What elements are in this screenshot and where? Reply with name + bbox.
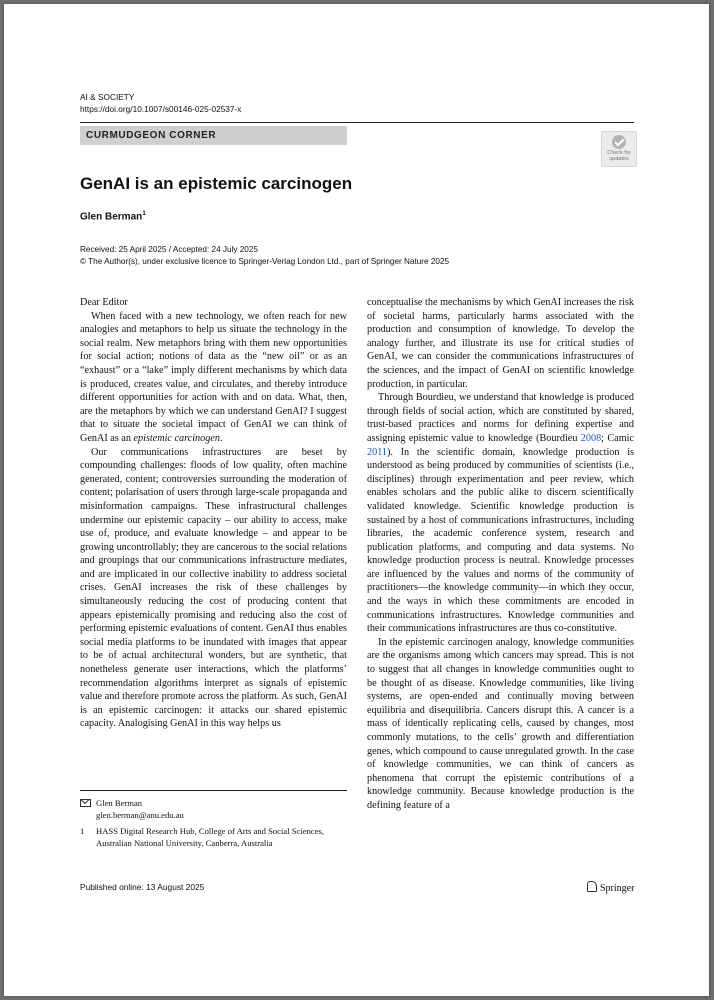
article-dates xyxy=(80,244,449,268)
body-column-right xyxy=(367,296,634,813)
corresponding-name: Glen Berman xyxy=(96,798,143,808)
journal-header xyxy=(80,91,241,115)
affiliation-text: HASS Digital Research Hub, College of Arts and Social Sciences, Australian National University, Canberra, Australia xyxy=(96,826,324,848)
affiliation-footnote xyxy=(80,826,331,849)
check-for-updates-badge[interactable] xyxy=(601,131,637,167)
paragraph: Through Bourdieu, we understand that knowledge is produced through fields of social action, which are constituted by shared, trust-based practices and norms for defining expertise and assigning epistemic value to knowledge (Bourdieu 2008; Camic 2011). In the scientific domain, knowledge production is understood as being produced by communities of scientists (i.e., disciplines) through experimentation and peer review, which enables scholars and the public alike to discern scientifically validated knowledge. Scientific knowledge production is sustained by a host of communications infrastructures, including libraries, the academic conference system, research and publication platforms, and computing and data systems. No knowledge production process is neutral. Knowledge processes are influenced by the values and norms of the community of practitioners—the knowledge community—in which they occur, and the ways in which these commitments are encoded in communications infrastructures. Knowledge communities and their communications infrastructures are thus co-constitutive. xyxy=(367,392,634,635)
body-column-left xyxy=(80,296,347,731)
author-affiliation-mark: 1 xyxy=(142,210,146,217)
paragraph: conceptualise the mechanisms by which GenAI increases the risk of societal harms, particularly harms associated with the production and consumption of knowledge. To develop the analogy further, and illustrate its use for critical studies of GenAI, we can consider the communications infrastructures of the sciences, and the impact of GenAI on scientific knowledge production, in particular. xyxy=(367,297,634,390)
citation-link[interactable]: 2011 xyxy=(367,446,387,458)
doi-link[interactable]: https://doi.org/10.1007/s00146-025-02537-x xyxy=(80,104,242,114)
check-icon xyxy=(612,135,626,149)
paragraph: When faced with a new technology, we often reach for new analogies and metaphors to help us situate the technology in the social realm. New metaphors bring with them new opportunities for social action; notions of data as the “new oil” or as an “exhaust” or a “lake” imply different mechanisms by which data is produced, creates value, and circulates, and thereby introduce different opportunities for action with and on data. What, then, are the metaphors by which we can understand GenAI? I suggest that to situate the societal impact of GenAI we can think of GenAI as an epistemic carcinogen. xyxy=(80,310,347,444)
footnote-rule xyxy=(80,790,347,791)
paragraph: In the epistemic carcinogen analogy, knowledge communities are the organisms among which cancers may spread. This is not to suggest that all changes in knowledge communities ought to be thought of as disease. Knowledge communities, like living systems, are open-ended and continually moving between equilibria and disequilibria. Cancers disrupt this. A cancer is a mass of identically replicating cells, caused by changes, most commonly mutations, to the cells’ growth and differentiation genes, which compound to cause unregulated growth. In the case of knowledge communities, we can think of cancers as phenomena that corrupt the epistemic contributions of a knowledge community. Because knowledge production is the defining feature of a xyxy=(367,636,634,811)
corresponding-email[interactable]: glen.berman@anu.edu.au xyxy=(96,809,184,820)
springer-horse-icon xyxy=(587,881,597,892)
publisher-logo: Springer xyxy=(587,880,634,894)
citation-link[interactable]: 2008 xyxy=(580,432,602,444)
paragraph: Our communications infrastructures are beset by compounding challenges: floods of low quality, often machine generated, content; controversies surrounding the moderation of content; polarisation of users through large-scale propaganda and misinformation campaigns. These infrastructural challenges undermine our epistemic capacity – our ability to access, make use of, produce, and evaluate knowledge – and appear to be growing uncontrollably; they are cancerous to the social relations and groupings that our communications infrastructure mediates, and are implicated in our collective inability to address societal crises. GenAI increases the risk of these challenges by simultaneously reducing the cost of producing content that appears epistemically promising and reducing also the cost of performing epistemic evaluations of content. GenAI thus enables social media platforms to be inundated with images that appear to be of actual architectural wonders, but are synthetic, that nonetheless generate user interactions, which the platforms’ recommendation algorithms interpret as signals of epistemic value and therefore promote across the platform. As such, GenAI is an epistemic carcinogen: it attacks our shared epistemic capacity. Analogising GenAI in this way helps us xyxy=(80,446,347,730)
affiliation-mark: 1 xyxy=(80,826,85,836)
check-updates-text: Check for updates xyxy=(607,150,631,162)
salutation: Dear Editor xyxy=(80,297,128,308)
author-name: Glen Berman$^1$ xyxy=(80,210,146,223)
article-page xyxy=(4,4,709,996)
received-accepted: Received: 25 April 2025 / Accepted: 24 July 2025 xyxy=(80,245,258,254)
corresponding-author xyxy=(80,798,331,821)
article-title: GenAI is an epistemic carcinogen xyxy=(80,174,353,193)
header-rule xyxy=(80,122,634,123)
envelope-icon xyxy=(80,799,91,807)
section-label: CURMUDGEON CORNER xyxy=(80,126,347,145)
copyright-line: © The Author(s), under exclusive licence to Springer-Verlag London Ltd., part of Springer Nature 2025 xyxy=(80,257,450,266)
journal-name: AI & SOCIETY xyxy=(80,92,135,102)
published-date: Published online: 13 August 2025 xyxy=(80,882,205,892)
